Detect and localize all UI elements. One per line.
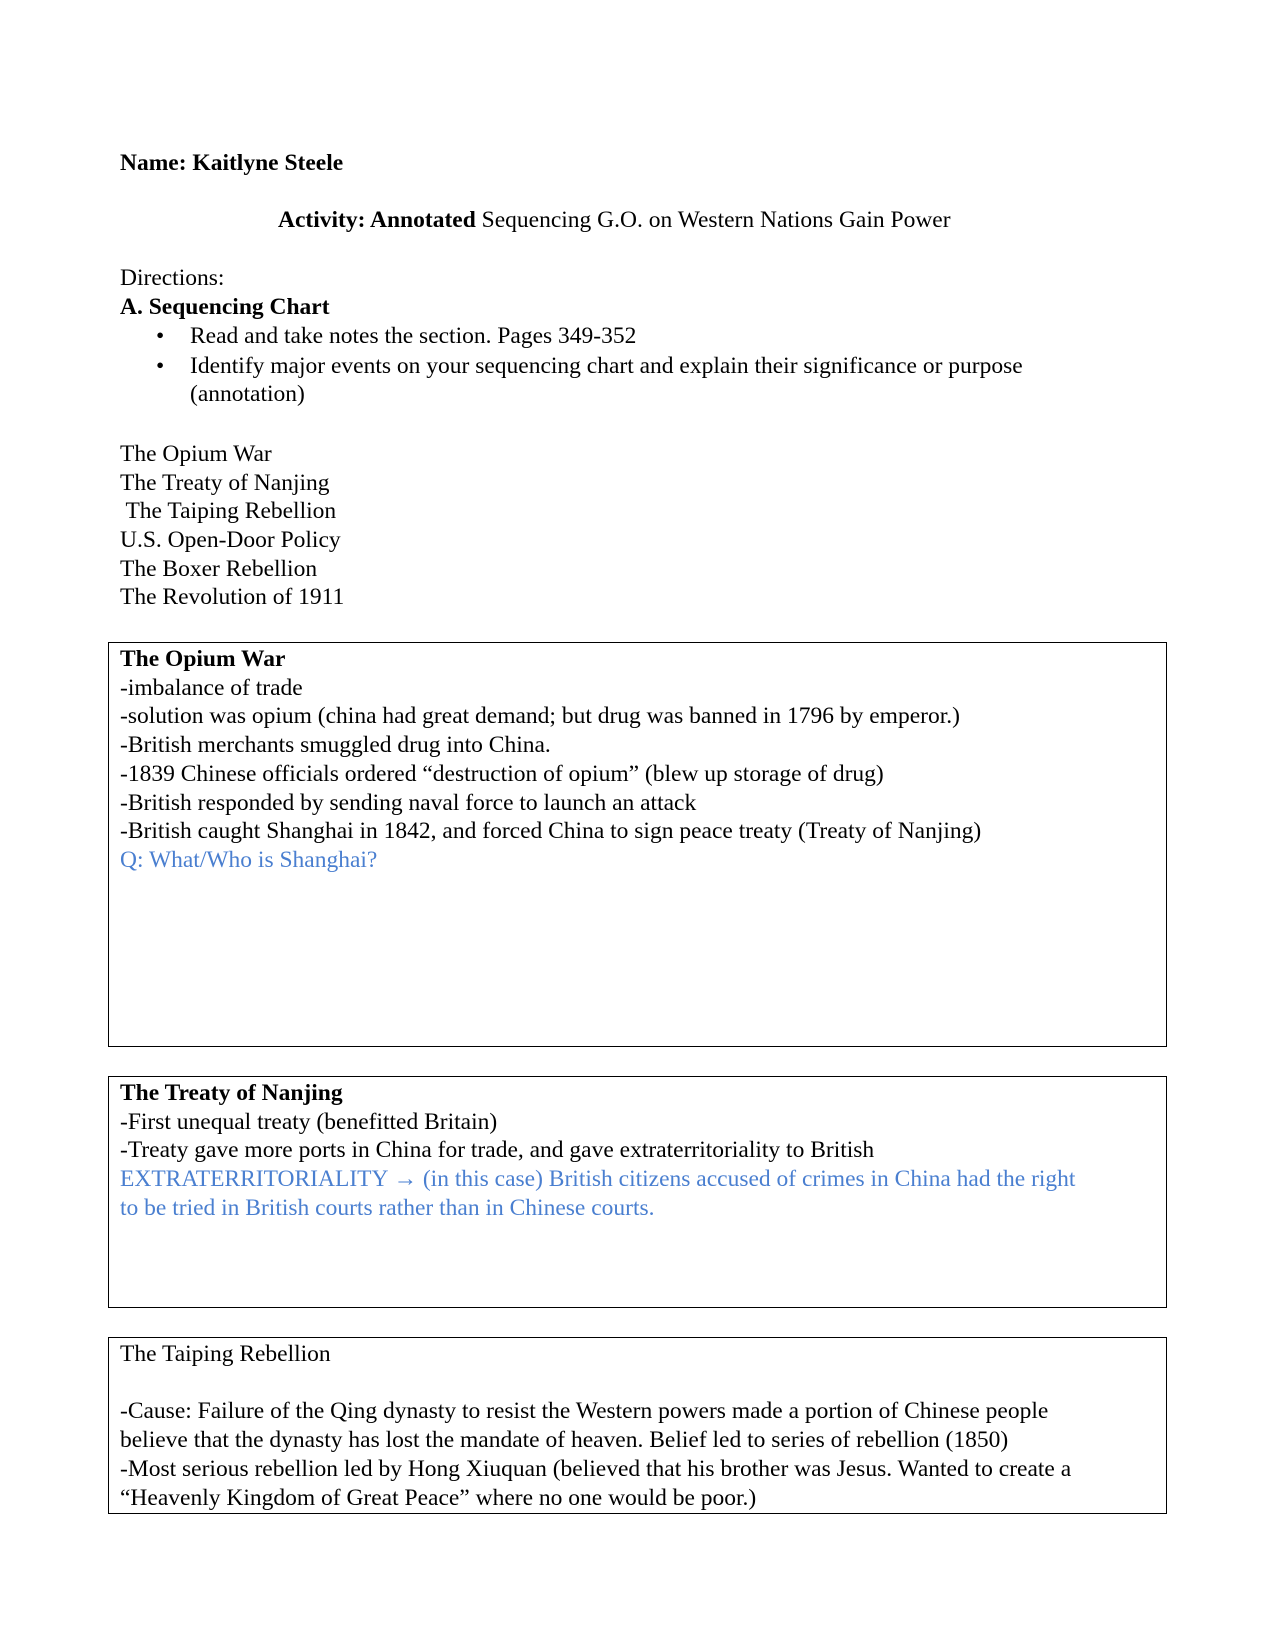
- bullet-dot: •: [156, 353, 165, 379]
- activity-title: [278, 206, 951, 234]
- activity-title-bold: Activity: Annotated: [278, 207, 476, 233]
- section-a-heading: A. Sequencing Chart: [120, 294, 330, 320]
- event-list-item: U.S. Open-Door Policy: [120, 527, 341, 554]
- event-list-item: The Opium War: [120, 441, 272, 467]
- event-list-item: The Taiping Rebellion: [120, 498, 337, 525]
- note-line: -First unequal treaty (benefitted Britain): [120, 1108, 498, 1135]
- note-line: believe that the dynasty has lost the mandate of heaven. Belief led to series of rebellion (1850): [120, 1427, 1009, 1454]
- annotation-definition: EXTRATERRITORIALITY → (in this case) British citizens accused of crimes in China had the right: [120, 1166, 1076, 1193]
- event-list-item: The Revolution of 1911: [120, 584, 345, 611]
- note-line: -British responded by sending naval force to launch an attack: [120, 789, 697, 816]
- note-line: “Heavenly Kingdom of Great Peace” where no one would be poor.): [120, 1484, 757, 1511]
- taiping-rebellion-title: The Taiping Rebellion: [120, 1341, 331, 1367]
- spacer: [120, 1369, 1166, 1398]
- note-line: -British caught Shanghai in 1842, and forced China to sign peace treaty (Treaty of Nanjing): [120, 818, 982, 845]
- event-list-item: The Treaty of Nanjing: [120, 469, 330, 496]
- opium-war-box: [108, 642, 1167, 1047]
- student-name: Name: Kaitlyne Steele: [120, 150, 344, 176]
- note-line: -British merchants smuggled drug into China.: [120, 732, 551, 759]
- note-line: -solution was opium (china had great demand; but drug was banned in 1796 by emperor.): [120, 703, 960, 730]
- taiping-rebellion-box: [108, 1337, 1167, 1514]
- bullet-item: • Identify major events on your sequencing chart and explain their significance or purpose (annotation): [156, 353, 1023, 407]
- opium-war-title: The Opium War: [120, 646, 286, 672]
- note-line: -Most serious rebellion led by Hong Xiuquan (believed that his brother was Jesus. Wanted to create a: [120, 1455, 1072, 1482]
- directions-bullets: [156, 322, 1090, 408]
- note-line: -Treaty gave more ports in China for trade, and gave extraterritoriality to British: [120, 1137, 875, 1164]
- note-line: -imbalance of trade: [120, 674, 303, 701]
- annotation-question: Q: What/Who is Shanghai?: [120, 846, 378, 873]
- note-line: -Cause: Failure of the Qing dynasty to resist the Western powers made a portion of Chinese people: [120, 1398, 1049, 1425]
- event-list-item: The Boxer Rebellion: [120, 555, 318, 582]
- event-list: [120, 440, 344, 612]
- bullet-dot: •: [156, 323, 165, 349]
- annotation-definition: to be tried in British courts rather than in Chinese courts.: [120, 1194, 655, 1221]
- treaty-nanjing-title: The Treaty of Nanjing: [120, 1080, 343, 1106]
- activity-title-rest: Sequencing G.O. on Western Nations Gain Power: [475, 207, 951, 233]
- directions-label: Directions:: [120, 265, 225, 291]
- treaty-nanjing-box: [108, 1076, 1167, 1308]
- bullet-item: • Read and take notes the section. Pages 349-352: [156, 323, 637, 349]
- note-line: -1839 Chinese officials ordered “destruction of opium” (blew up storage of drug): [120, 760, 884, 787]
